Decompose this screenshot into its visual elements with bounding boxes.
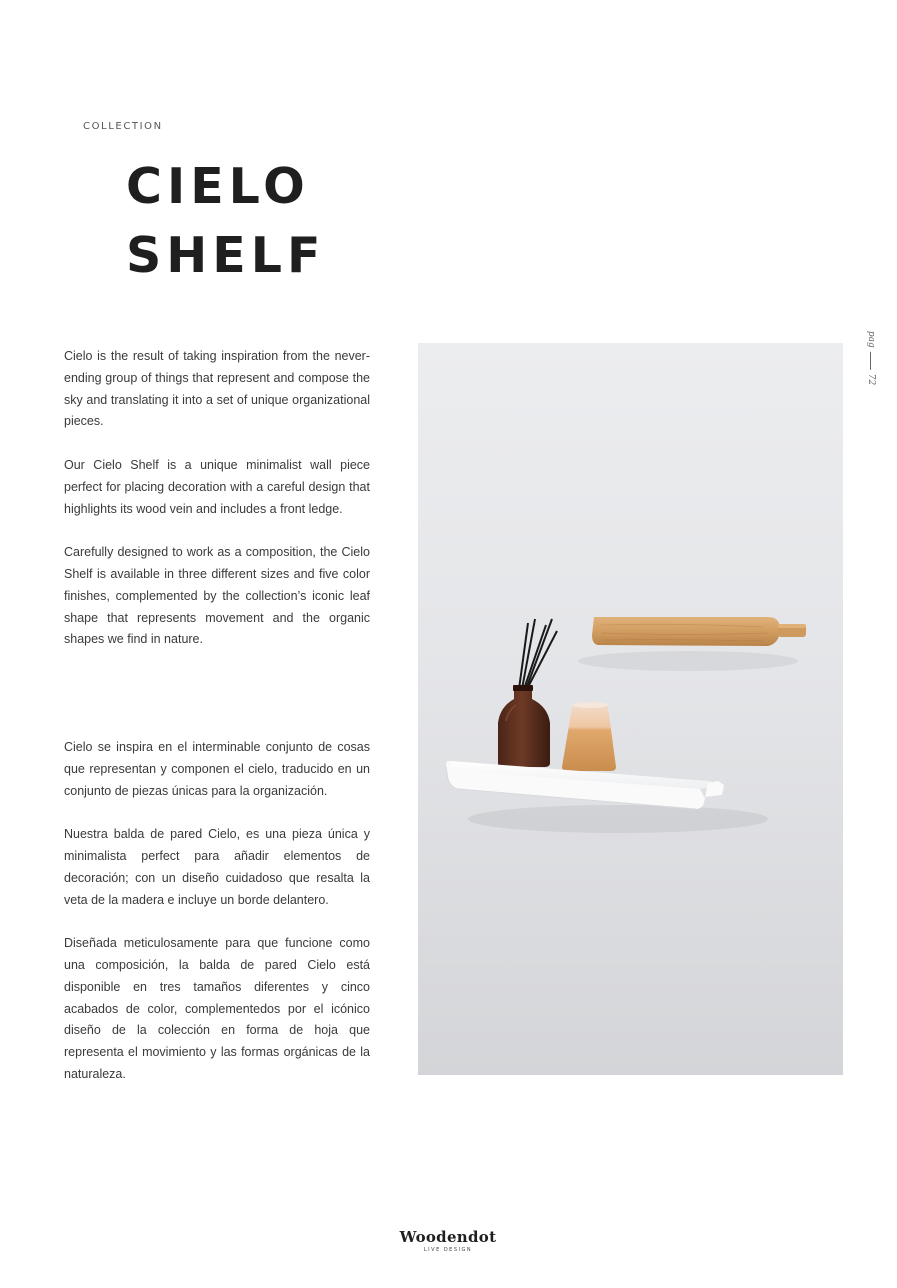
reed-stick-4 bbox=[526, 619, 552, 689]
english-paragraph-2: Our Cielo Shelf is a unique minimalist wall piece perfect for placing decoration with a careful design that highlights its wood vein and includes a front ledge. bbox=[64, 457, 370, 516]
page-marker-label: pag bbox=[866, 330, 876, 348]
diffuser-bottle bbox=[498, 687, 550, 767]
product-photo bbox=[418, 343, 843, 1075]
wooden-vase bbox=[562, 703, 616, 771]
wood-shelf-shadow bbox=[578, 651, 798, 671]
wood-shelf bbox=[592, 617, 780, 646]
spanish-paragraph-2: Nuestra balda de pared Cielo, es una pieza única y minimalista perfect para añadir elementos de decoración; con un diseño cuidadoso que resalta la veta de la madera e incluye un borde delantero. bbox=[64, 827, 370, 907]
spanish-paragraph-3: Diseñada meticulosamente para que funcione como una composición, la balda de pared Cielo está disponible en tres tamaños diferentes y cinco acabados de color, complementedos por el icónico diseño de la colección en forma de hoja que representa el movimiento y las formas orgánicas de la naturaleza. bbox=[64, 936, 370, 1081]
title-line-shelf: SHELF bbox=[126, 227, 326, 284]
title-line-cielo: CIELO bbox=[126, 158, 310, 215]
collection-label: COLLECTION bbox=[83, 121, 163, 132]
brand-tagline: LIVE DESIGN bbox=[423, 1247, 473, 1253]
page-title bbox=[126, 152, 325, 290]
brand-logo bbox=[348, 1228, 548, 1253]
page-number: 72 bbox=[866, 373, 876, 386]
page-marker-divider bbox=[871, 352, 872, 370]
english-paragraph-1: Cielo is the result of taking inspiration from the never-ending group of things that represent and compose the sky and translating it into a set of unique organizational pieces. bbox=[64, 349, 370, 429]
english-paragraph-3: Carefully designed to work as a composition, the Cielo Shelf is available in three different sizes and five color finishes, complemented by the collection’s iconic leaf shape that represents movement and the organic shapes we find in nature. bbox=[64, 545, 370, 647]
brand-wordmark: Woodendot bbox=[399, 1228, 497, 1246]
english-description bbox=[64, 346, 370, 651]
spanish-paragraph-1: Cielo se inspira en el interminable conjunto de cosas que representan y componen el cielo, traducido en un conjunto de piezas únicas para la organización. bbox=[64, 740, 370, 798]
white-shelf-shadow bbox=[468, 805, 768, 833]
product-photo-illustration bbox=[418, 343, 843, 1075]
spanish-description bbox=[64, 737, 370, 1086]
page-marker bbox=[864, 326, 878, 390]
